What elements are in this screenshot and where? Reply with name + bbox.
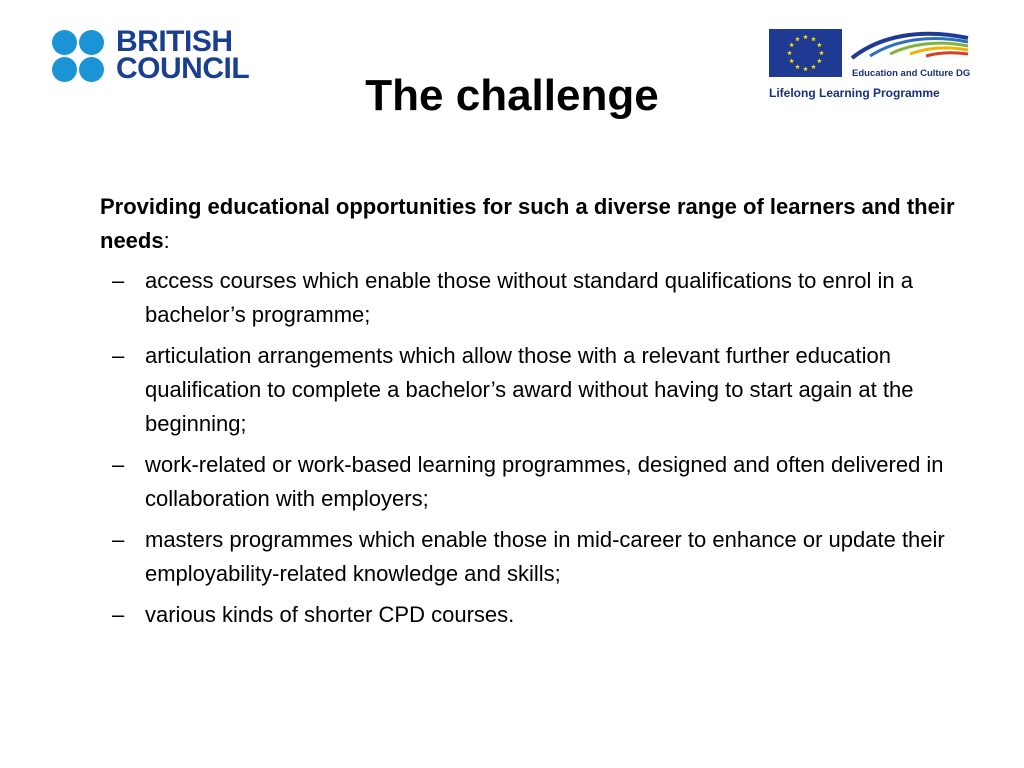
- dash-marker: –: [112, 602, 125, 627]
- list-item-text: articulation arrangements which allow those with a relevant further education qualification to complete a bachelor’s award without having to start again at the beginning;: [145, 343, 914, 436]
- list-item: [100, 448, 970, 516]
- british-council-line2: COUNCIL: [116, 52, 250, 85]
- list-item-text: access courses which enable those without standard qualifications to enrol in a bachelor’s programme;: [145, 268, 914, 327]
- eu-dg-label: Education and Culture DG: [852, 68, 971, 79]
- intro-paragraph: [100, 190, 970, 258]
- british-council-line1: BRITISH: [116, 25, 233, 58]
- list-item: [100, 523, 970, 591]
- intro-colon: :: [163, 228, 170, 253]
- dash-marker: –: [112, 268, 125, 293]
- eu-programme-label: Lifelong Learning Programme: [769, 86, 940, 100]
- list-item: [100, 598, 970, 632]
- dash-marker: –: [112, 452, 125, 477]
- slide-title: The challenge: [365, 71, 659, 120]
- intro-bold-text: Providing educational opportunities for such a diverse range of learners and their needs: [100, 194, 955, 253]
- list-item-text: work-related or work-based learning programmes, designed and often delivered in collaboration with employers;: [145, 452, 944, 511]
- list-item: [100, 264, 970, 332]
- bullet-list: [100, 264, 970, 632]
- education-culture-swoosh-icon: [850, 28, 970, 68]
- list-item-text: various kinds of shorter CPD courses.: [145, 602, 515, 627]
- list-item: [100, 339, 970, 441]
- dash-marker: –: [112, 527, 125, 552]
- slide-body: [100, 190, 970, 639]
- dash-marker: –: [112, 343, 125, 368]
- list-item-text: masters programmes which enable those in mid-career to enhance or update their employability-related knowledge and skills;: [145, 527, 945, 586]
